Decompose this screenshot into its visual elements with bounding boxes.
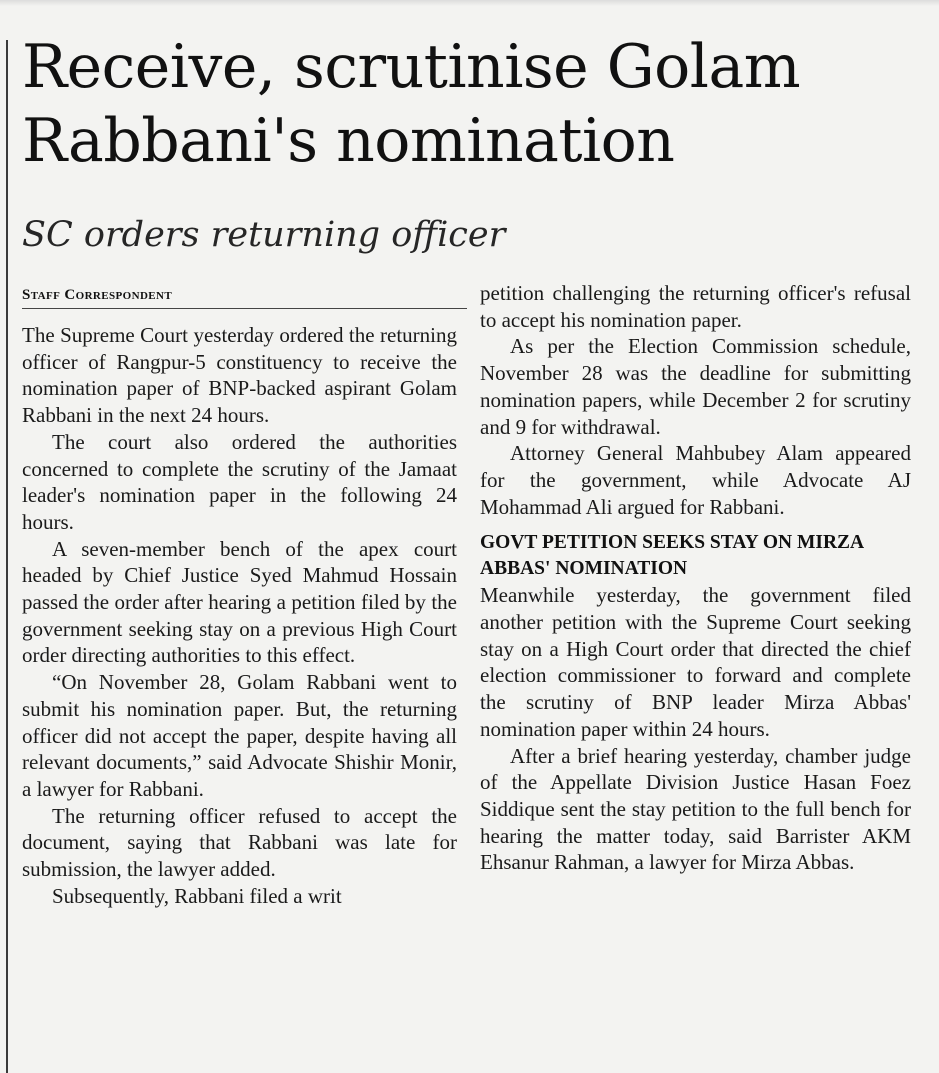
headline: Receive, scrutinise Golam Rabbani's nomination [22,32,801,176]
byline-rule [22,308,467,309]
paragraph: Meanwhile yesterday, the government filed another petition with the Supreme Court seeking stay on a High Court order that directed the chief election commissioner to forward and complete the scrutiny of BNP leader Mirza Abbas' nomination paper within 24 hours. [480,583,911,741]
article-column-right [480,280,911,876]
paragraph: Attorney General Mahbubey Alam appeared for the government, while Advocate AJ Mohammad Ali argued for Rabbani. [480,441,911,519]
paragraph: The returning officer refused to accept the document, saying that Rabbani was late for submission, the lawyer added. [22,803,457,882]
byline: Staff Correspondent [22,287,173,303]
paragraph: Subsequently, Rabbani filed a writ [52,883,342,908]
crosshead: GOVT PETITION SEEKS STAY ON MIRZA ABBAS' NOMINATION [480,532,864,580]
paragraph: As per the Election Commission schedule, November 28 was the deadline for submitting nomination papers, while December 2 for scrutiny and 9 for withdrawal. [480,334,911,439]
subheadline: SC orders returning officer [22,215,506,255]
paragraph: A seven-member bench of the apex court headed by Chief Justice Syed Mahmud Hossain passed the order after hearing a petition filed by the government seeking stay on a previous High Court order directing authorities to this effect. [22,536,457,668]
paragraph: After a brief hearing yesterday, chamber judge of the Appellate Division Justice Hasan Foez Siddique sent the stay petition to the full bench for hearing the matter today, said Barrister AKM Ehsanur Rahman, a lawyer for Mirza Abbas. [480,743,911,875]
paragraph: “On November 28, Golam Rabbani went to submit his nomination paper. But, the returning officer did not accept the paper, despite having all relevant documents,” said Advocate Shishir Monir, a lawyer for Rabbani. [22,670,457,801]
paragraph: The court also ordered the authorities concerned to complete the scrutiny of the Jamaat leader's nomination paper in the following 24 hours. [22,429,457,534]
column-rule-left [6,40,8,1073]
paragraph: The Supreme Court yesterday ordered the returning officer of Rangpur-5 constituency to receive the nomination paper of BNP-backed aspirant Golam Rabbani in the next 24 hours. [22,323,457,428]
paragraph: petition challenging the returning officer's refusal to accept his nomination paper. [480,281,911,332]
article-column-left [22,322,457,909]
top-edge-strip [0,0,939,6]
